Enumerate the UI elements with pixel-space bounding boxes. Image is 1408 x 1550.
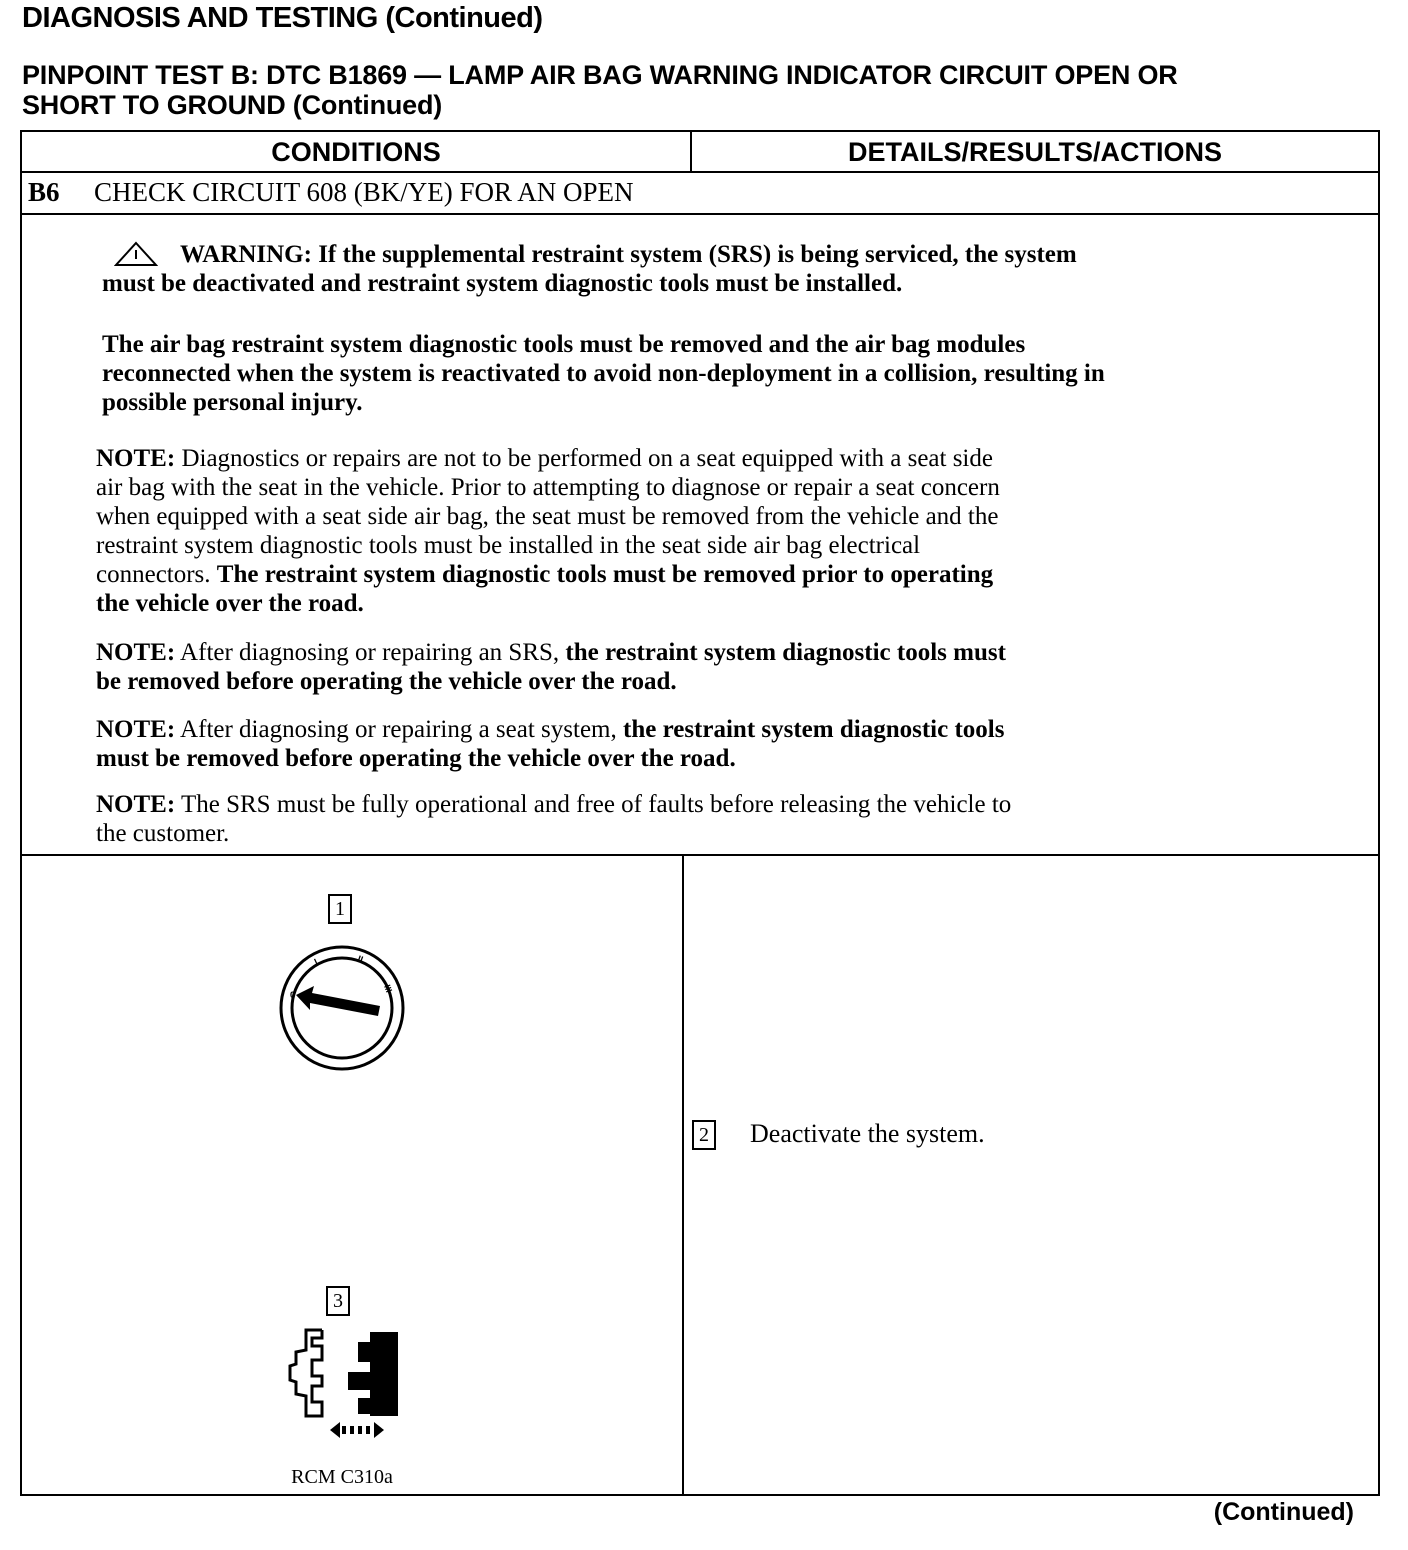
callout-1: 1 bbox=[328, 894, 352, 924]
ignition-switch-icon bbox=[274, 932, 410, 1072]
note-2-line-2: be removed before operating the vehicle over the road. bbox=[96, 668, 677, 695]
continued-label: (Continued) bbox=[1213, 1498, 1354, 1526]
note-1-line-5b: The restraint system diagnostic tools must be removed prior to operating bbox=[216, 561, 994, 588]
note-1 bbox=[96, 444, 1206, 618]
note-1-line-4: restraint system diagnostic tools must be installed in the seat side air bag electrical bbox=[96, 532, 921, 559]
ignition-mark-0: 0 bbox=[290, 990, 296, 1000]
note-4-line-2: the customer. bbox=[96, 820, 230, 847]
warning-para2-line-3: possible personal injury. bbox=[102, 389, 363, 416]
callout-3: 3 bbox=[326, 1286, 350, 1316]
pinpoint-test-table bbox=[20, 130, 1380, 1496]
details-header: DETAILS/RESULTS/ACTIONS bbox=[692, 132, 1378, 173]
note-label: NOTE: bbox=[96, 791, 176, 818]
callout-2: 2 bbox=[692, 1120, 716, 1150]
figure-label: RCM C310a bbox=[291, 1466, 393, 1488]
note-4-line-1: The SRS must be fully operational and free of faults before releasing the vehicle to bbox=[175, 791, 1012, 818]
note-label: NOTE: bbox=[96, 639, 176, 666]
test-title-line-2: SHORT TO GROUND (Continued) bbox=[22, 90, 443, 120]
step-title: CHECK CIRCUIT 608 (BK/YE) FOR AN OPEN bbox=[94, 177, 634, 207]
note-3-line-2: must be removed before operating the vehicle over the road. bbox=[96, 745, 736, 772]
note-label: NOTE: bbox=[96, 445, 176, 472]
note-4 bbox=[96, 790, 1206, 848]
note-2-line-1b: the restraint system diagnostic tools must bbox=[565, 639, 1006, 666]
step-row bbox=[22, 173, 1378, 215]
warning-line-1 bbox=[102, 240, 1322, 269]
column-divider bbox=[682, 854, 684, 1494]
note-3-line-1b: the restraint system diagnostic tools bbox=[623, 716, 1005, 743]
note-1-line-6: the vehicle over the road. bbox=[96, 590, 364, 617]
connector-icon bbox=[272, 1320, 412, 1442]
note-label: NOTE: bbox=[96, 716, 176, 743]
note-1-line-5a: connectors. bbox=[96, 561, 217, 588]
note-3-line-1a: After diagnosing or repairing a seat system, bbox=[175, 716, 623, 743]
pinpoint-test-title bbox=[22, 60, 1392, 120]
warning-para2-line-1: The air bag restraint system diagnostic tools must be removed and the air bag modules bbox=[102, 331, 1026, 358]
warning-line-2: must be deactivated and restraint system diagnostic tools must be installed. bbox=[102, 270, 903, 297]
step-id: B6 bbox=[28, 177, 60, 207]
conditions-header: CONDITIONS bbox=[22, 132, 692, 173]
warning-triangle-icon bbox=[114, 241, 158, 267]
note-3 bbox=[96, 715, 1206, 773]
ignition-mark-1: I bbox=[312, 956, 320, 967]
row-divider bbox=[20, 854, 1380, 856]
warning-text-1: WARNING: If the supplemental restraint system (SRS) is being serviced, the system bbox=[180, 241, 1077, 268]
note-1-line-3: when equipped with a seat side air bag, the seat must be removed from the vehicle and the bbox=[96, 503, 999, 530]
note-1-line-2: air bag with the seat in the vehicle. Prior to attempting to diagnose or repair a seat concern bbox=[96, 474, 1000, 501]
note-2-line-1a: After diagnosing or repairing an SRS, bbox=[175, 639, 566, 666]
test-title-line-1: PINPOINT TEST B: DTC B1869 — LAMP AIR BAG WARNING INDICATOR CIRCUIT OPEN OR bbox=[22, 60, 1178, 90]
section-title: DIAGNOSIS AND TESTING (Continued) bbox=[22, 2, 543, 34]
warning-para2-line-2: reconnected when the system is reactivated to avoid non-deployment in a collision, resulting in bbox=[102, 360, 1105, 387]
ignition-mark-3: III bbox=[382, 983, 395, 994]
ignition-mark-2: II bbox=[356, 953, 365, 965]
warning-block bbox=[102, 240, 1322, 417]
note-1-line-1: Diagnostics or repairs are not to be performed on a seat equipped with a seat side bbox=[175, 445, 993, 472]
action-text: Deactivate the system. bbox=[750, 1119, 985, 1148]
note-2 bbox=[96, 638, 1206, 696]
